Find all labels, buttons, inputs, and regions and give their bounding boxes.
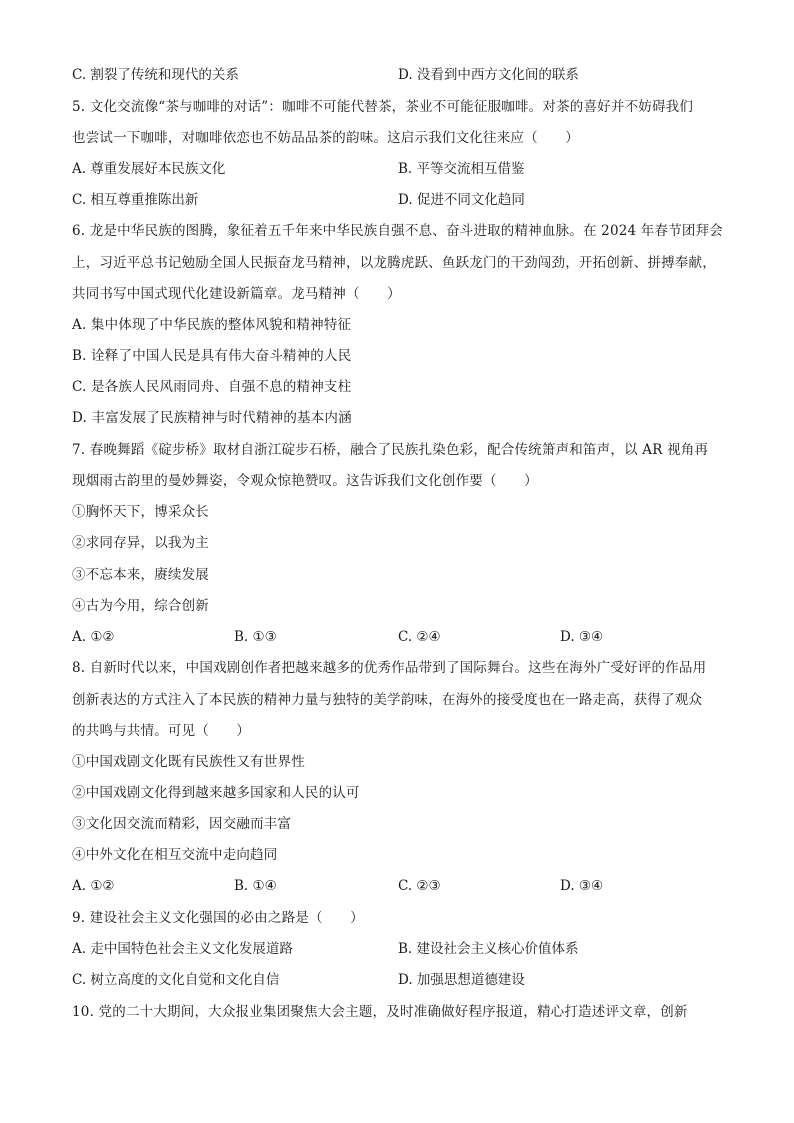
q5-stem-line-2: 也尝试一下咖啡，对咖啡依恋也不妨品品茶的韵味。这启示我们文化往来应（ ） (72, 130, 579, 146)
q8-choice-b: B. ①④ (234, 878, 277, 894)
q5-options-cd (72, 191, 732, 209)
q4-options-cd (72, 66, 732, 84)
q8-item-1: ①中国戏剧文化既有民族性又有世界性 (72, 754, 305, 770)
q8-item-2: ②中国戏剧文化得到越来越多国家和人民的认可 (72, 785, 360, 801)
q6-option-d: D. 丰富发展了民族精神与时代精神的基本内涵 (72, 410, 352, 426)
q7-choice-c: C. ②④ (398, 629, 441, 645)
q7-stem-line-2: 现烟雨古韵里的曼妙舞姿，令观众惊艳赞叹。这告诉我们文化创作要（ ） (72, 473, 538, 489)
q7-item-1: ①胸怀天下，博采众长 (72, 504, 209, 520)
q9-option-c: C. 树立高度的文化自觉和文化自信 (72, 972, 280, 988)
q8-choices (72, 877, 732, 895)
q5-option-a: A. 尊重发展好本民族文化 (72, 161, 226, 177)
q8-item-3: ③文化因交流而精彩，因交融而丰富 (72, 816, 292, 832)
q7-stem-line-1: 7. 春晚舞蹈《碇步桥》取材自浙江碇步石桥，融合了民族扎染色彩，配合传统箫声和笛声，以 AR 视角再 (72, 442, 709, 458)
q6-stem-line-1: 6. 龙是中华民族的图腾，象征着五千年来中华民族自强不息、奋斗进取的精神血脉。在 2024 年春节团拜会 (72, 223, 724, 239)
q5-option-c: C. 相互尊重推陈出新 (72, 192, 199, 208)
q8-stem-line-2: 创新表达的方式注入了本民族的精神力量与独特的美学韵味，在海外的接受度也在一路走高，获得了观众 (72, 692, 703, 708)
q7-item-4: ④古为今用，综合创新 (72, 598, 209, 614)
q8-choice-d: D. ③④ (560, 878, 604, 894)
q4-option-c: C. 割裂了传统和现代的关系 (72, 67, 239, 83)
q8-choice-a: A. ①② (72, 878, 115, 894)
q9-stem: 9. 建设社会主义文化强国的必由之路是（ ） (72, 910, 364, 926)
q8-stem-line-3: 的共鸣与共情。可见（ ） (72, 723, 251, 739)
q6-option-c: C. 是各族人民风雨同舟、自强不息的精神支柱 (72, 379, 352, 395)
q9-option-d: D. 加强思想道德建设 (398, 972, 525, 988)
q6-stem-line-2: 上，习近平总书记勉励全国人民振奋龙马精神，以龙腾虎跃、鱼跃龙门的干劲闯劲，开拓创新、拼搏奉献， (72, 255, 716, 271)
q4-option-d: D. 没看到中西方文化间的联系 (398, 67, 579, 83)
q6-option-a: A. 集中体现了中华民族的整体风貌和精神特征 (72, 317, 352, 333)
q8-choice-c: C. ②③ (398, 878, 441, 894)
q7-choices (72, 628, 732, 646)
q9-options-ab (72, 940, 732, 958)
q8-item-4: ④中外文化在相互交流中走向趋同 (72, 847, 278, 863)
q7-choice-a: A. ①② (72, 629, 115, 645)
q7-choice-b: B. ①③ (234, 629, 277, 645)
q5-option-d: D. 促进不同文化趋同 (398, 192, 525, 208)
q5-option-b: B. 平等交流相互借鉴 (398, 161, 525, 177)
q5-stem-line-1: 5. 文化交流像“茶与咖啡的对话”：咖啡不可能代替茶，茶业不可能征服咖啡。对茶的喜好并不妨碍我们 (72, 99, 694, 115)
q6-option-b: B. 诠释了中国人民是具有伟大奋斗精神的人民 (72, 348, 352, 364)
q9-option-a: A. 走中国特色社会主义文化发展道路 (72, 941, 293, 957)
q7-choice-d: D. ③④ (560, 629, 604, 645)
q5-options-ab (72, 160, 732, 178)
q10-stem-line-1: 10. 党的二十大期间，大众报业集团聚焦大会主题，及时准确做好程序报道，精心打造述评文章，创新 (72, 1004, 688, 1020)
q6-stem-line-3: 共同书写中国式现代化建设新篇章。龙马精神（ ） (72, 286, 401, 302)
q8-stem-line-1: 8. 自新时代以来，中国戏剧创作者把越来越多的优秀作品带到了国际舞台。这些在海外广受好评的作品用 (72, 660, 707, 676)
q9-options-cd (72, 971, 732, 989)
q7-item-2: ②求同存异，以我为主 (72, 535, 209, 551)
q9-option-b: B. 建设社会主义核心价值体系 (398, 941, 579, 957)
q7-item-3: ③不忘本来，赓续发展 (72, 567, 209, 583)
